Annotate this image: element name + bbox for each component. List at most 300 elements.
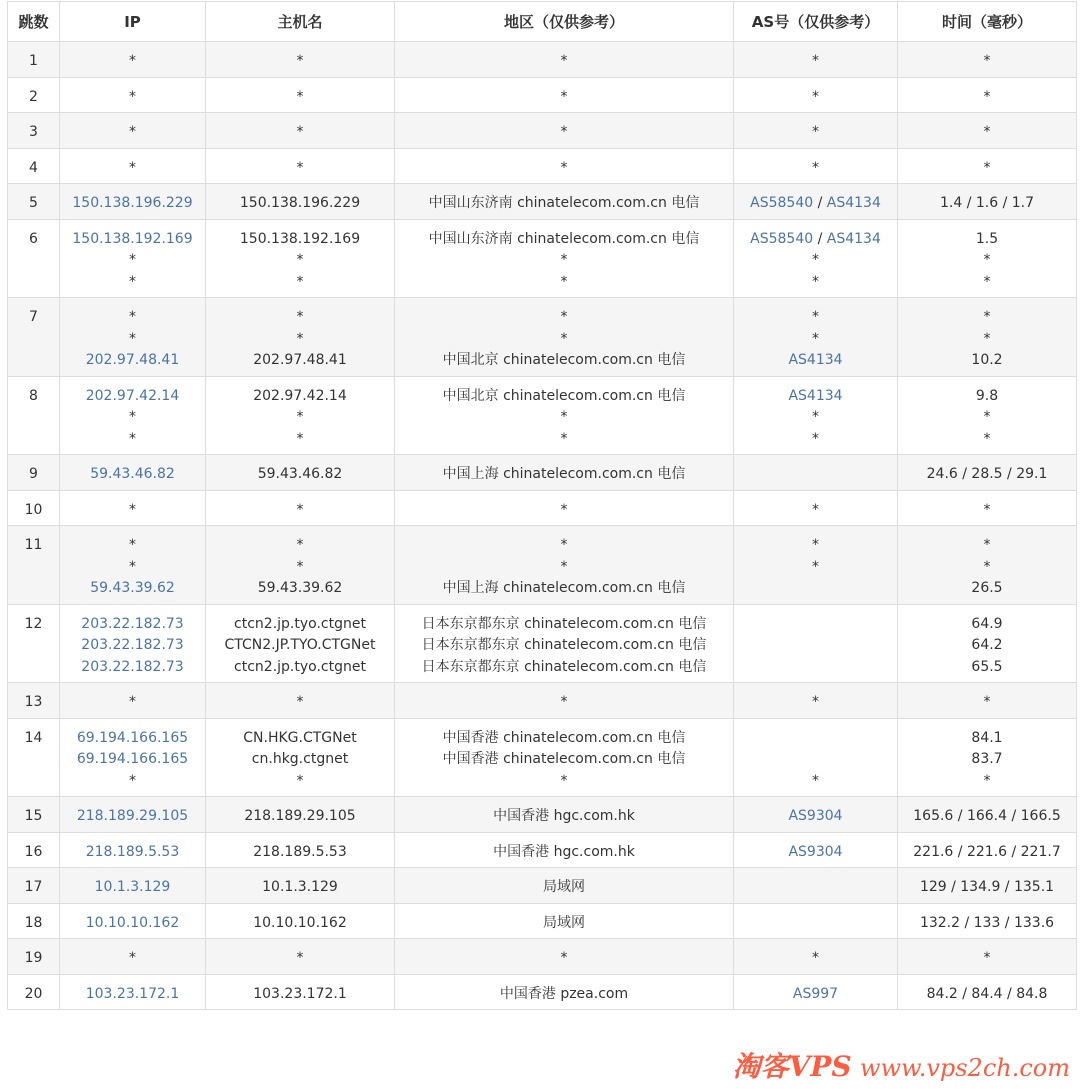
as-line bbox=[734, 407, 897, 429]
region-text: 中国北京 chinatelecom.com.cn 电信 bbox=[442, 387, 686, 404]
region-cell bbox=[395, 832, 734, 868]
ip-cell bbox=[60, 113, 206, 149]
as-cell bbox=[734, 298, 898, 377]
hostname-text: * bbox=[296, 409, 304, 425]
time-text: 1.5 bbox=[975, 230, 999, 247]
hostname-text: * bbox=[296, 430, 304, 447]
ip-link[interactable]: 150.138.192.169 bbox=[72, 230, 193, 247]
hostname-text: cn.hkg.ctgnet bbox=[251, 751, 349, 767]
ip-text: * bbox=[129, 950, 136, 966]
table-row bbox=[8, 974, 1077, 1010]
hop-number: 17 bbox=[24, 879, 43, 895]
hop-number: 19 bbox=[24, 950, 43, 966]
ip-cell bbox=[60, 298, 206, 377]
ip-cell bbox=[60, 219, 206, 298]
time-text: * bbox=[983, 950, 991, 966]
time-text: * bbox=[983, 772, 991, 789]
as-cell bbox=[734, 77, 898, 113]
as-line bbox=[734, 842, 897, 864]
region-text: 中国香港 chinatelecom.com.cn 电信 bbox=[442, 729, 686, 746]
as-link[interactable]: AS4134 bbox=[788, 352, 843, 368]
ip-cell bbox=[60, 683, 206, 719]
time-text: 64.2 bbox=[971, 637, 1003, 653]
time-text: 221.6 / 221.6 / 221.7 bbox=[913, 843, 1061, 860]
hostname-cell bbox=[206, 455, 395, 491]
ip-link[interactable]: 203.22.182.73 bbox=[81, 615, 184, 632]
time-text: * bbox=[983, 558, 991, 575]
region-text: 日本东京都东京 chinatelecom.com.cn 电信 bbox=[421, 658, 707, 675]
hop-cell bbox=[8, 526, 60, 605]
as-cell bbox=[734, 903, 898, 939]
as-text: * bbox=[812, 409, 819, 425]
as-cell bbox=[734, 184, 898, 220]
as-line bbox=[734, 614, 897, 636]
region-cell bbox=[395, 974, 734, 1010]
hop-number: 4 bbox=[29, 159, 38, 176]
ip-text: * bbox=[129, 501, 136, 518]
ip-cell bbox=[60, 903, 206, 939]
as-line bbox=[734, 429, 897, 451]
table-row bbox=[8, 77, 1077, 113]
time-cell bbox=[898, 148, 1077, 184]
time-cell bbox=[898, 526, 1077, 605]
hostname-cell bbox=[206, 219, 395, 298]
hostname-cell bbox=[206, 939, 395, 975]
as-cell bbox=[734, 683, 898, 719]
region-cell bbox=[395, 490, 734, 526]
table-row bbox=[8, 683, 1077, 719]
region-text: * bbox=[560, 409, 568, 425]
header-hop: 跳数 bbox=[8, 2, 60, 42]
as-text: * bbox=[812, 772, 819, 789]
region-cell bbox=[395, 868, 734, 904]
ip-cell bbox=[60, 974, 206, 1010]
as-line bbox=[734, 692, 897, 714]
hop-cell bbox=[8, 77, 60, 113]
hostname-cell bbox=[206, 376, 395, 455]
time-text: * bbox=[983, 159, 991, 176]
as-line bbox=[734, 229, 897, 251]
hop-number: 12 bbox=[24, 615, 43, 632]
as-line bbox=[734, 749, 897, 771]
as-text: * bbox=[812, 252, 819, 268]
table-row bbox=[8, 868, 1077, 904]
time-cell bbox=[898, 77, 1077, 113]
hostname-text: ctcn2.jp.tyo.ctgnet bbox=[234, 615, 366, 632]
table-row bbox=[8, 42, 1077, 78]
time-text: 64.9 bbox=[971, 615, 1003, 632]
time-cell bbox=[898, 974, 1077, 1010]
watermark bbox=[733, 1045, 1070, 1085]
region-cell bbox=[395, 219, 734, 298]
hop-number: 10 bbox=[24, 501, 43, 518]
hop-number: 1 bbox=[29, 53, 38, 69]
time-text: 65.5 bbox=[971, 658, 1003, 675]
hop-number: 13 bbox=[24, 694, 43, 710]
as-line bbox=[734, 272, 897, 294]
time-text: * bbox=[983, 273, 991, 290]
time-text: * bbox=[983, 501, 991, 518]
table-row bbox=[8, 219, 1077, 298]
header-region: 地区（仅供参考） bbox=[395, 2, 734, 42]
as-line bbox=[734, 87, 897, 109]
hop-cell bbox=[8, 718, 60, 797]
ip-cell bbox=[60, 42, 206, 78]
as-link[interactable]: AS4134 bbox=[826, 195, 881, 211]
traceroute-table bbox=[7, 1, 1077, 1010]
hop-cell bbox=[8, 868, 60, 904]
hop-cell bbox=[8, 42, 60, 78]
time-text: * bbox=[983, 409, 991, 425]
as-text: * bbox=[812, 537, 819, 553]
region-text: * bbox=[560, 273, 568, 290]
as-line bbox=[734, 806, 897, 828]
region-cell bbox=[395, 184, 734, 220]
hostname-text: 10.1.3.129 bbox=[262, 879, 338, 895]
hostname-text: * bbox=[296, 330, 304, 347]
as-cell bbox=[734, 376, 898, 455]
as-cell bbox=[734, 832, 898, 868]
region-cell bbox=[395, 604, 734, 683]
as-cell bbox=[734, 113, 898, 149]
ip-text: * bbox=[129, 772, 136, 789]
ip-link[interactable]: 202.97.42.14 bbox=[85, 387, 180, 404]
table-row bbox=[8, 376, 1077, 455]
as-cell bbox=[734, 455, 898, 491]
hostname-text: * bbox=[296, 159, 304, 176]
table-row bbox=[8, 184, 1077, 220]
hop-cell bbox=[8, 148, 60, 184]
ip-link[interactable]: 59.43.46.82 bbox=[90, 466, 175, 482]
time-text: * bbox=[983, 88, 991, 105]
hostname-text: 218.189.5.53 bbox=[253, 843, 347, 860]
hop-cell bbox=[8, 376, 60, 455]
region-text: 中国山东济南 chinatelecom.com.cn 电信 bbox=[428, 195, 700, 211]
ip-text: * bbox=[129, 159, 136, 176]
hostname-cell bbox=[206, 974, 395, 1010]
ip-link[interactable]: 59.43.39.62 bbox=[90, 580, 175, 596]
as-line bbox=[734, 500, 897, 522]
time-text: 84.1 bbox=[971, 729, 1003, 746]
region-cell bbox=[395, 148, 734, 184]
hop-number: 8 bbox=[29, 387, 38, 404]
as-link[interactable]: AS58540 bbox=[750, 195, 814, 211]
as-link[interactable]: AS9304 bbox=[788, 808, 843, 824]
region-cell bbox=[395, 903, 734, 939]
time-text: 83.7 bbox=[971, 751, 1003, 767]
hostname-cell bbox=[206, 298, 395, 377]
hostname-cell bbox=[206, 903, 395, 939]
as-text: * bbox=[812, 950, 819, 966]
region-cell bbox=[395, 113, 734, 149]
hostname-text: 150.138.196.229 bbox=[239, 195, 361, 211]
ip-cell bbox=[60, 148, 206, 184]
region-text: * bbox=[560, 772, 568, 789]
region-cell bbox=[395, 42, 734, 78]
region-text: 日本东京都东京 chinatelecom.com.cn 电信 bbox=[421, 615, 707, 632]
ip-link[interactable]: 10.10.10.162 bbox=[85, 914, 180, 931]
region-cell bbox=[395, 683, 734, 719]
as-line bbox=[734, 122, 897, 144]
hostname-text: * bbox=[296, 88, 304, 105]
ip-text: * bbox=[129, 273, 136, 290]
time-cell bbox=[898, 42, 1077, 78]
as-cell bbox=[734, 148, 898, 184]
header-time: 时间（毫秒） bbox=[898, 2, 1077, 42]
hostname-text: * bbox=[296, 124, 304, 140]
as-line bbox=[734, 329, 897, 351]
region-text: 中国上海 chinatelecom.com.cn 电信 bbox=[442, 466, 686, 482]
ip-link[interactable]: 103.23.172.1 bbox=[85, 985, 180, 1002]
time-text: 24.6 / 28.5 / 29.1 bbox=[926, 466, 1048, 482]
region-text: 中国上海 chinatelecom.com.cn 电信 bbox=[442, 580, 686, 596]
time-cell bbox=[898, 376, 1077, 455]
time-cell bbox=[898, 797, 1077, 833]
as-line bbox=[734, 307, 897, 329]
table-row bbox=[8, 113, 1077, 149]
as-link[interactable]: AS58540 bbox=[750, 230, 814, 247]
hostname-cell bbox=[206, 604, 395, 683]
hostname-text: CTCN2.JP.TYO.CTGNet bbox=[224, 637, 376, 653]
table-row bbox=[8, 490, 1077, 526]
hop-cell bbox=[8, 797, 60, 833]
hop-cell bbox=[8, 974, 60, 1010]
as-line bbox=[734, 635, 897, 657]
hostname-cell bbox=[206, 42, 395, 78]
header-as-number: AS号（仅供参考） bbox=[734, 2, 898, 42]
time-cell bbox=[898, 455, 1077, 491]
region-text: * bbox=[560, 88, 568, 105]
hostname-cell bbox=[206, 148, 395, 184]
as-line bbox=[734, 913, 897, 935]
as-line bbox=[734, 557, 897, 579]
region-text: 中国山东济南 chinatelecom.com.cn 电信 bbox=[428, 230, 700, 247]
time-text: 26.5 bbox=[971, 580, 1003, 596]
region-text: 局域网 bbox=[543, 914, 585, 931]
as-line bbox=[734, 948, 897, 970]
hop-cell bbox=[8, 490, 60, 526]
time-cell bbox=[898, 184, 1077, 220]
region-text: * bbox=[560, 124, 568, 140]
hostname-text: 59.43.39.62 bbox=[257, 580, 343, 596]
as-text: * bbox=[812, 694, 819, 710]
ip-link[interactable]: 203.22.182.73 bbox=[81, 637, 184, 653]
time-cell bbox=[898, 683, 1077, 719]
region-text: 中国香港 pzea.com bbox=[499, 985, 629, 1002]
as-cell bbox=[734, 939, 898, 975]
as-cell bbox=[734, 604, 898, 683]
hop-cell bbox=[8, 455, 60, 491]
region-text: 中国香港 chinatelecom.com.cn 电信 bbox=[442, 751, 686, 767]
time-text: 132.2 / 133 / 133.6 bbox=[919, 914, 1055, 931]
region-cell bbox=[395, 376, 734, 455]
table-row bbox=[8, 939, 1077, 975]
time-text: * bbox=[983, 330, 991, 347]
hop-cell bbox=[8, 298, 60, 377]
hop-cell bbox=[8, 939, 60, 975]
as-line bbox=[734, 771, 897, 793]
time-text: * bbox=[983, 124, 991, 140]
hostname-text: 218.189.29.105 bbox=[244, 808, 356, 824]
region-text: 日本东京都东京 chinatelecom.com.cn 电信 bbox=[421, 637, 707, 653]
as-text: * bbox=[812, 273, 819, 290]
as-line bbox=[734, 578, 897, 600]
time-cell bbox=[898, 832, 1077, 868]
hop-number: 18 bbox=[24, 914, 43, 931]
hostname-text: * bbox=[296, 537, 304, 553]
time-text: * bbox=[983, 252, 991, 268]
region-text: * bbox=[560, 252, 568, 268]
hop-number: 14 bbox=[24, 729, 43, 746]
as-text: * bbox=[812, 53, 819, 69]
hop-cell bbox=[8, 184, 60, 220]
as-text: * bbox=[812, 501, 819, 518]
as-link[interactable]: AS9304 bbox=[788, 843, 843, 860]
hostname-text: 103.23.172.1 bbox=[253, 985, 347, 1002]
hop-number: 6 bbox=[29, 230, 38, 247]
as-line bbox=[734, 464, 897, 486]
ip-link[interactable]: 10.1.3.129 bbox=[94, 879, 171, 895]
ip-cell bbox=[60, 939, 206, 975]
ip-text: * bbox=[129, 409, 136, 425]
hostname-text: CN.HKG.CTGNet bbox=[243, 729, 357, 746]
ip-text: * bbox=[129, 309, 136, 325]
hostname-cell bbox=[206, 832, 395, 868]
as-line bbox=[734, 728, 897, 750]
as-separator: / bbox=[813, 230, 827, 247]
ip-cell bbox=[60, 718, 206, 797]
region-text: * bbox=[560, 430, 568, 447]
as-text: * bbox=[812, 159, 819, 176]
hostname-text: 59.43.46.82 bbox=[257, 466, 343, 482]
hostname-cell bbox=[206, 868, 395, 904]
ip-cell bbox=[60, 376, 206, 455]
watermark-brand: 淘客VPS bbox=[732, 1050, 852, 1083]
as-cell bbox=[734, 718, 898, 797]
time-cell bbox=[898, 604, 1077, 683]
as-cell bbox=[734, 868, 898, 904]
as-cell bbox=[734, 490, 898, 526]
as-line bbox=[734, 657, 897, 679]
ip-link[interactable]: 218.189.29.105 bbox=[76, 808, 189, 824]
as-text: * bbox=[812, 309, 819, 325]
hostname-text: * bbox=[296, 309, 304, 325]
ip-cell bbox=[60, 868, 206, 904]
region-text: * bbox=[560, 558, 568, 575]
ip-cell bbox=[60, 526, 206, 605]
as-line bbox=[734, 877, 897, 899]
region-text: * bbox=[560, 537, 568, 553]
time-cell bbox=[898, 939, 1077, 975]
header-ip: IP bbox=[60, 2, 206, 42]
hop-number: 16 bbox=[24, 843, 43, 860]
table-row bbox=[8, 604, 1077, 683]
table-row bbox=[8, 832, 1077, 868]
time-text: 84.2 / 84.4 / 84.8 bbox=[926, 985, 1048, 1002]
as-cell bbox=[734, 974, 898, 1010]
hop-cell bbox=[8, 683, 60, 719]
as-link[interactable]: AS4134 bbox=[826, 230, 881, 247]
region-text: * bbox=[560, 330, 568, 347]
time-cell bbox=[898, 903, 1077, 939]
as-line bbox=[734, 193, 897, 215]
as-link[interactable]: AS4134 bbox=[788, 387, 843, 404]
as-line bbox=[734, 250, 897, 272]
hostname-text: * bbox=[296, 950, 304, 966]
as-line bbox=[734, 51, 897, 73]
hostname-text: * bbox=[296, 501, 304, 518]
as-line bbox=[734, 158, 897, 180]
as-line bbox=[734, 350, 897, 372]
ip-text: * bbox=[129, 88, 136, 105]
ip-text: * bbox=[129, 53, 136, 69]
ip-link[interactable]: 218.189.5.53 bbox=[85, 843, 180, 860]
as-link[interactable]: AS997 bbox=[792, 985, 839, 1002]
hop-cell bbox=[8, 903, 60, 939]
ip-cell bbox=[60, 77, 206, 113]
as-line bbox=[734, 386, 897, 408]
ip-link[interactable]: 150.138.196.229 bbox=[72, 195, 193, 211]
hop-number: 7 bbox=[29, 309, 38, 325]
region-cell bbox=[395, 526, 734, 605]
as-line bbox=[734, 984, 897, 1006]
ip-link[interactable]: 69.194.166.165 bbox=[76, 751, 189, 767]
hostname-text: ctcn2.jp.tyo.ctgnet bbox=[234, 658, 366, 675]
hostname-text: 202.97.42.14 bbox=[253, 387, 347, 404]
time-text: * bbox=[983, 537, 991, 553]
hop-number: 9 bbox=[29, 466, 38, 482]
ip-link[interactable]: 69.194.166.165 bbox=[76, 729, 189, 746]
hostname-cell bbox=[206, 77, 395, 113]
region-cell bbox=[395, 718, 734, 797]
time-text: * bbox=[983, 53, 991, 69]
region-text: * bbox=[560, 950, 568, 966]
ip-link[interactable]: 203.22.182.73 bbox=[81, 658, 184, 675]
region-cell bbox=[395, 77, 734, 113]
time-cell bbox=[898, 868, 1077, 904]
table-row bbox=[8, 526, 1077, 605]
ip-link[interactable]: 202.97.48.41 bbox=[85, 352, 180, 368]
ip-text: * bbox=[129, 537, 136, 553]
hop-number: 11 bbox=[24, 537, 43, 553]
as-text: * bbox=[812, 88, 819, 105]
region-cell bbox=[395, 939, 734, 975]
region-cell bbox=[395, 298, 734, 377]
time-text: 129 / 134.9 / 135.1 bbox=[919, 879, 1055, 895]
region-text: * bbox=[560, 694, 568, 710]
region-cell bbox=[395, 797, 734, 833]
hop-cell bbox=[8, 219, 60, 298]
hostname-text: * bbox=[296, 252, 304, 268]
table-body bbox=[8, 42, 1077, 1010]
time-cell bbox=[898, 298, 1077, 377]
watermark-site: www.vps2ch.com bbox=[859, 1054, 1070, 1082]
time-text: 1.4 / 1.6 / 1.7 bbox=[939, 195, 1035, 211]
as-text: * bbox=[812, 558, 819, 575]
as-cell bbox=[734, 42, 898, 78]
hostname-text: 150.138.192.169 bbox=[239, 230, 361, 247]
as-text: * bbox=[812, 124, 819, 140]
as-cell bbox=[734, 219, 898, 298]
table-row bbox=[8, 298, 1077, 377]
table-row bbox=[8, 455, 1077, 491]
table-header-row bbox=[8, 2, 1077, 42]
hostname-text: * bbox=[296, 53, 304, 69]
hostname-cell bbox=[206, 718, 395, 797]
region-text: 中国香港 hgc.com.hk bbox=[493, 808, 635, 824]
time-text: 9.8 bbox=[975, 387, 999, 404]
as-text: * bbox=[812, 430, 819, 447]
